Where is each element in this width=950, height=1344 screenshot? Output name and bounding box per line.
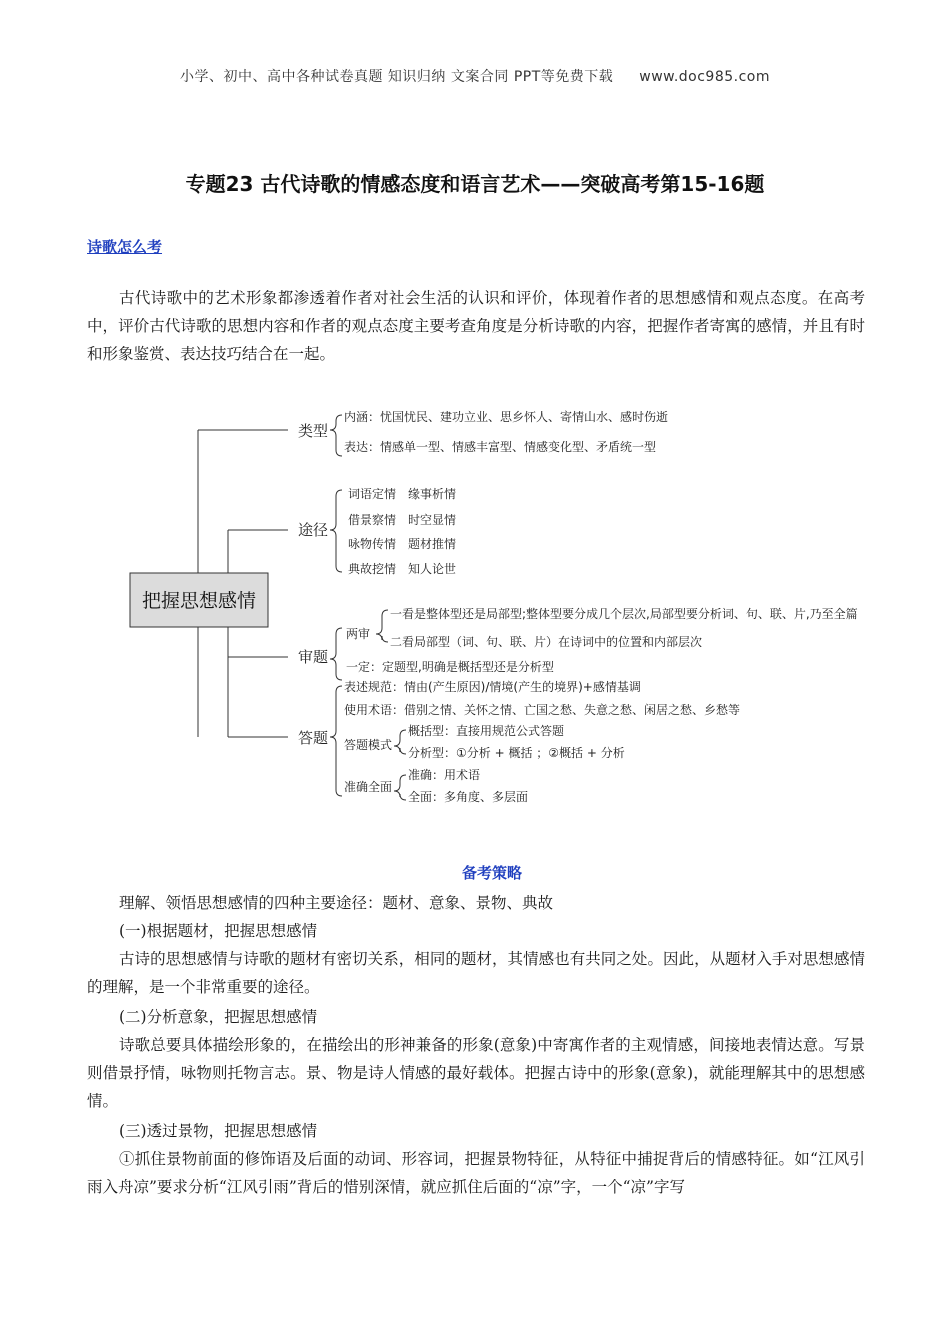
strategy-heading: 备考策略 <box>461 864 522 882</box>
path-item-3: 咏物传情 题材推情 <box>348 537 457 551</box>
answer-item-1: 表述规范：情由(产生原因)/情境(产生的境界)+感情基调 <box>344 680 641 694</box>
root-node-label: 把握思想感情 <box>141 590 257 612</box>
review-two-label: 两审 <box>346 627 371 641</box>
answer-accurate-label: 准确全面 <box>344 780 393 794</box>
type-item-2: 表达：情感单一型、情感丰富型、情感变化型、矛盾统一型 <box>344 440 657 454</box>
mind-map-diagram <box>0 390 950 820</box>
answer-mode-item-1: 概括型：直接用规范公式答题 <box>408 724 565 738</box>
branch-type-label: 类型 <box>298 422 329 440</box>
review-one-item: 一定：定题型,明确是概括型还是分析型 <box>346 660 554 674</box>
branch-answer-label: 答题 <box>298 729 329 747</box>
strategy-intro: 理解、领悟思想感情的四种主要途径：题材、意象、景物、典故 <box>119 894 554 912</box>
review-two-item-2: 二看局部型（词、句、联、片）在诗词中的位置和内部层次 <box>390 635 703 649</box>
path-item-4: 典故挖情 知人论世 <box>348 562 457 576</box>
answer-mode-label: 答题模式 <box>344 738 393 752</box>
intro-paragraph <box>87 284 865 368</box>
header-text: 小学、初中、高中各种试卷真题 知识归纳 文案合同 PPT等免费下载 <box>179 69 614 85</box>
path-item-2: 借景察情 时空显情 <box>348 513 457 527</box>
section-link-how-tested[interactable]: 诗歌怎么考 <box>87 238 163 256</box>
answer-accurate-item-1: 准确：用术语 <box>408 768 481 782</box>
branch-path-label: 途径 <box>298 521 329 539</box>
answer-accurate-item-2: 全面：多角度、多层面 <box>408 790 529 804</box>
strategy-paragraph-3: ①抓住景物前面的修饰语及后面的动词、形容词，把握景物特征，从特征中捕捉背后的情感特征。如“江风引雨入舟凉”要求分析“江风引雨”背后的惜别深情，就应抓住后面的“凉”字，一个“凉”字写 <box>87 1150 865 1196</box>
answer-item-2: 使用术语：借别之情、关怀之情、亡国之愁、失意之愁、闲居之愁、乡愁等 <box>344 703 741 717</box>
path-item-1: 词语定情 缘事析情 <box>348 487 457 501</box>
strategy-paragraph-2: 诗歌总要具体描绘形象的，在描绘出的形神兼备的形象(意象)中寄寓作者的主观情感，间接地表情达意。写景则借景抒情，咏物则托物言志。景、物是诗人情感的最好载体。把握古诗中的形象(意象)，就能理解其中的思想感情。 <box>87 1036 865 1110</box>
strategy-paragraph-1: 古诗的思想感情与诗歌的题材有密切关系，相同的题材，其情感也有共同之处。因此，从题材入手对思想感情的理解，是一个非常重要的途径。 <box>87 950 865 996</box>
strategy-heading-3: (三)透过景物，把握思想感情 <box>119 1122 318 1140</box>
strategy-heading-2: (二)分析意象，把握思想感情 <box>119 1008 318 1026</box>
answer-mode-item-2: 分析型：①分析 + 概括 ；②概括 + 分析 <box>408 746 625 760</box>
page-header <box>0 66 950 86</box>
review-two-item-1: 一看是整体型还是局部型;整体型要分成几个层次,局部型要分析词、句、联、片,乃至全篇 <box>390 607 858 621</box>
branch-review-label: 审题 <box>298 648 329 666</box>
page-title: 专题23 古代诗歌的情感态度和语言艺术——突破高考第15-16题 <box>185 172 765 196</box>
strategy-heading-1: (一)根据题材，把握思想感情 <box>119 922 318 940</box>
header-site-link[interactable]: www.doc985.com <box>639 69 771 85</box>
intro-text: 古代诗歌中的艺术形象都渗透着作者对社会生活的认识和评价，体现着作者的思想感情和观点态度。在高考中，评价古代诗歌的思想内容和作者的观点态度主要考查角度是分析诗歌的内容，把握作者寄寓的感情，并且有时和形象鉴赏、表达技巧结合在一起。 <box>87 289 865 363</box>
type-item-1: 内涵：忧国忧民、建功立业、思乡怀人、寄情山水、感时伤逝 <box>344 410 669 424</box>
